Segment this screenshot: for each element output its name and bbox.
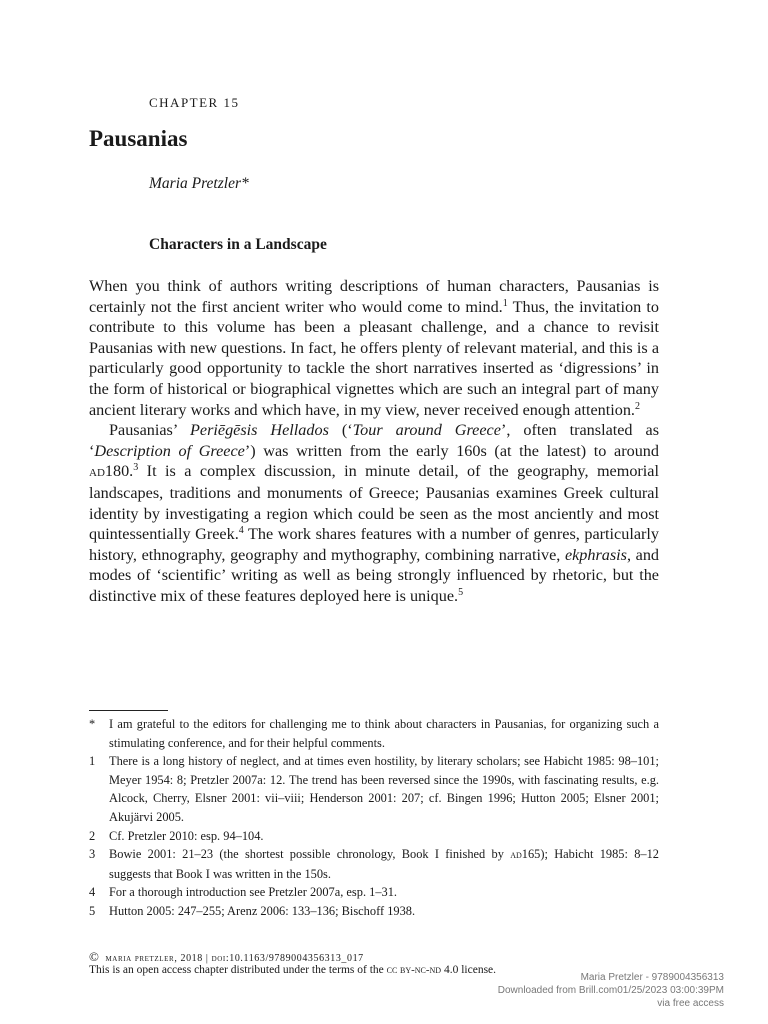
copyright-symbol: © [89, 949, 100, 964]
footnote [89, 845, 659, 883]
footnote-ref[interactable]: 3 [133, 462, 139, 474]
license-line: This is an open access chapter distributed under the terms of the cc by-nc-nd 4.0 license. [89, 964, 497, 976]
footnote-divider [89, 710, 168, 711]
chapter-title: Pausanias [89, 126, 188, 151]
copyright-line [89, 949, 364, 965]
footnote-marker: * [89, 717, 96, 731]
footnote-marker: 3 [89, 847, 96, 862]
footnote-ref[interactable]: 4 [238, 525, 244, 537]
footnote [89, 752, 659, 826]
copyright-text: maria pretzler, 2018 | doi:10.1163/9789004356313_017 [105, 953, 364, 964]
footnote [89, 883, 659, 902]
section-heading: Characters in a Landscape [149, 236, 327, 253]
footnote-text: For a thorough introduction see Pretzler 2007a, esp. 1–31. [109, 885, 398, 900]
footnote-text: Hutton 2005: 247–255; Arenz 2006: 133–136; Bischoff 1938. [109, 903, 416, 918]
paragraph: When you think of authors writing descriptions of human characters, Pausanias is certainly not the first ancient writer who would come to mind.$^1$ Thus, the invitation to contribute to this volume has been a pleasant challenge, and a chance to revisit Pausanias with new questions. In fact, he offers plenty of relevant material, and this is a particularly good opportunity to tackle the short narratives inserted as ‘digressions’ in the form of historical or biographical vignettes which are such an integral part of many ancient literary works and which have, in my view, never received enough attention.$^2$ [89, 277, 659, 419]
footnote-text: Cf. Pretzler 2010: esp. 94–104. [109, 828, 264, 843]
footnote-text: I am grateful to the editors for challenging me to think about characters in Pausanias, for organizing such a stimulating conference, and for their helpful comments. [109, 717, 659, 750]
license-link[interactable]: cc by-nc-nd [386, 964, 442, 976]
footnotes [89, 715, 659, 921]
footnote-marker: 4 [89, 885, 96, 900]
body-text [89, 276, 659, 607]
chapter-label: CHAPTER 15 [149, 95, 240, 110]
footnote-marker: 2 [89, 828, 96, 843]
footnote-marker: 1 [89, 754, 96, 769]
footnote-text: Bowie 2001: 21–23 (the shortest possible chronology, Book I finished by ad165); Habicht 1985: 8–12 suggests that Book I was written in the 150s. [109, 847, 660, 881]
footnote-ref[interactable]: 2 [634, 400, 640, 412]
download-watermark: Maria Pretzler - 9789004356313 Downloaded from Brill.com01/25/2023 03:00:39PM via free access [497, 972, 724, 1010]
footnote-ref[interactable]: 5 [458, 586, 464, 598]
footnote-marker: 5 [89, 903, 96, 918]
paragraph: Pausanias’ Periēgēsis Hellados (‘Tour around Greece’, often translated as ‘Description of Greece’) was written from the early 160s (at the latest) to around ad180.$^3$ It is a complex discussion, in minute detail, of the geography, memorial landscapes, traditions and monuments of Greece; Pausanias examines Greek cultural identity by investigating a region which could be seen as the most anciently and most quintessentially Greek.$^4$ The work shares features with a number of genres, particularly history, ethnography, geography and mythography, combining narrative, ekphrasis, and modes of ‘scientific’ writing as well as being strongly influenced by rhetoric, but the distinctive mix of these features deployed here is unique.$^5$ [89, 421, 660, 605]
footnote-ref[interactable]: 1 [502, 297, 508, 309]
footnote-text: There is a long history of neglect, and at times even hostility, by literary scholars; see Habicht 1985: 98–101; Meyer 1954: 8; Pretzler 2007a: 12. The trend has been reversed since the 1990s, with fascinating results, e.g. Alcock, Cherry, Elsner 2001: vii–viii; Henderson 2001: 207; cf. Bingen 1996; Hutton 2005; Elsner 2001; Akujärvi 2005. [109, 754, 659, 824]
footnote [89, 827, 659, 846]
author-name: Maria Pretzler* [149, 175, 249, 192]
footnote [89, 902, 659, 921]
footnote [89, 715, 659, 752]
